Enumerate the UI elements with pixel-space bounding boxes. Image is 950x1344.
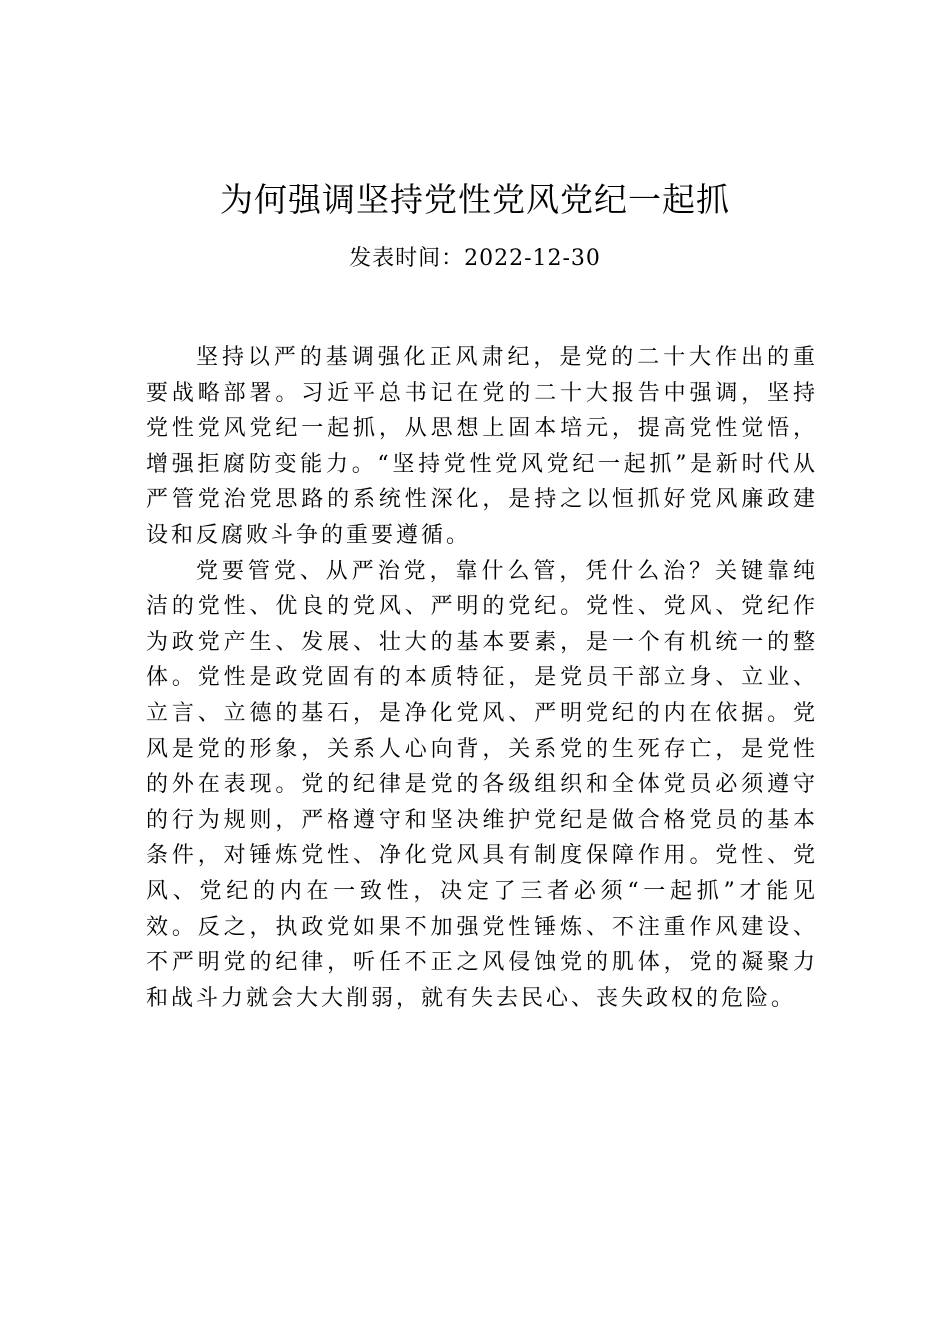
publish-date-value: 2022-12-30 (464, 246, 601, 271)
document-body (146, 340, 818, 1016)
publish-date-label: 发表时间： (349, 246, 465, 271)
document-title: 为何强调坚持党性党风党纪一起抓 (220, 180, 730, 219)
paragraph-1: 坚持以严的基调强化正风肃纪，是党的二十大作出的重要战略部署。习近平总书记在党的二十大报告中强调，坚持党性党风党纪一起抓，从思想上固本培元，提高党性觉悟，增强拒腐防变能力。“坚持党性党风党纪一起抓”是新时代从严管党治党思路的系统性深化，是持之以恒抓好党风廉政建设和反腐败斗争的重要遵循。 (146, 345, 818, 548)
paragraph-2: 党要管党、从严治党，靠什么管，凭什么治？关键靠纯洁的党性、优良的党风、严明的党纪。党性、党风、党纪作为政党产生、发展、壮大的基本要素，是一个有机统一的整体。党性是政党固有的本质特征，是党员干部立身、立业、立言、立德的基石，是净化党风、严明党纪的内在依据。党风是党的形象，关系人心向背，关系党的生死存亡，是党性的外在表现。党的纪律是党的各级组织和全体党员必须遵守的行为规则，严格遵守和坚决维护党纪是做合格党员的基本条件，对锤炼党性、净化党风具有制度保障作用。党性、党风、党纪的内在一致性，决定了三者必须“一起抓”才能见效。反之，执政党如果不加强党性锤炼、不注重作风建设、不严明党的纪律，听任不正之风侵蚀党的肌体，党的凝聚力和战斗力就会大大削弱，就有失去民心、丧失政权的危险。 (146, 558, 818, 1011)
publish-date (0, 242, 950, 276)
